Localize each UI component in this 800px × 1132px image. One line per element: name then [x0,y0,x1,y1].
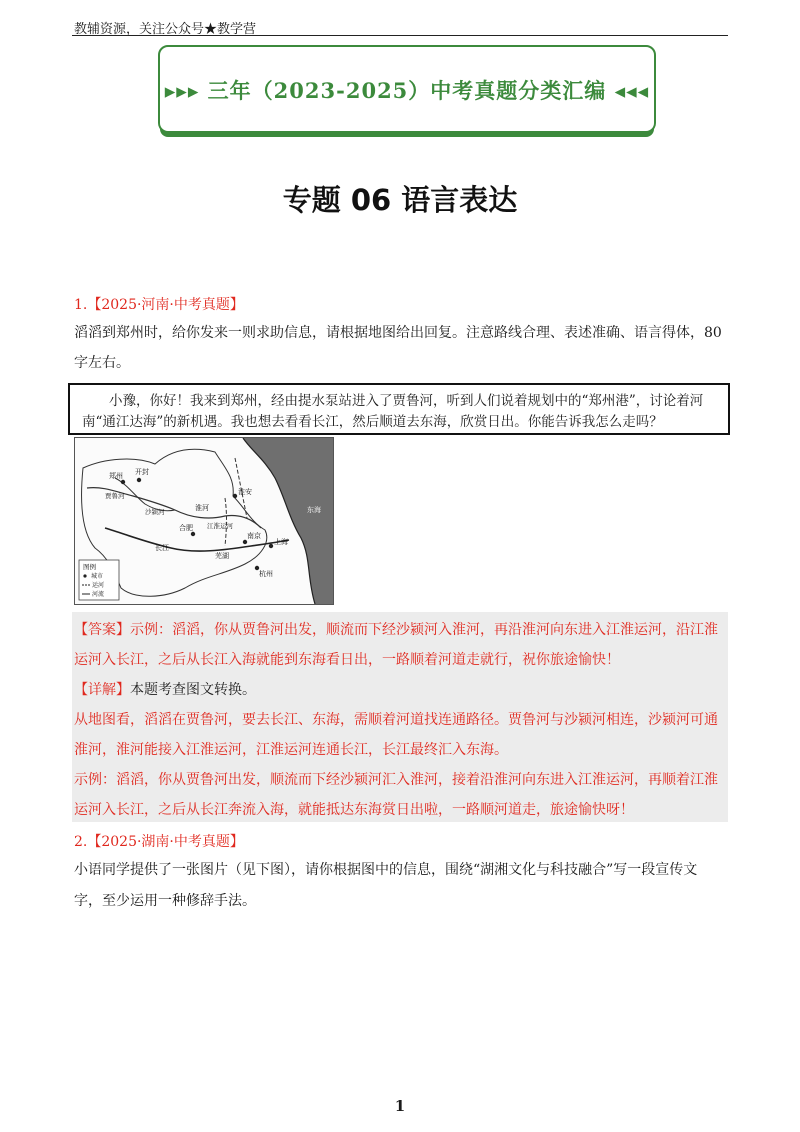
legend-city: 城市 [91,573,104,580]
legend-river: 河流 [92,591,105,598]
map-label-jialu: 贾鲁河 [105,492,125,500]
q2-prompt-line1: 小语同学提供了一张图片（见下图），请你根据图中的信息，围绕“湖湘文化与科技融合”写一段宣传文 [74,862,698,878]
map-label-wuhu: 芜湖 [215,552,229,560]
q1-heading: 1.【2025·河南·中考真题】 [74,297,244,313]
series-banner [158,45,656,133]
q1-answer-line1 [74,619,718,639]
q1-detail-line4: 运河入长江，之后从长江奔流入海，就能抵达东海赏日出啦，一路顺河道走，旅途愉快呀！ [74,802,634,818]
sea-area [243,438,333,604]
q1-detail-line1: 从地图看，滔滔在贾鲁河，要去长江、东海，需顺着河道找连通路径。贾鲁河与沙颍河相连，沙颍河可通 [74,712,718,728]
page-number: 1 [394,1097,406,1115]
header-divider [72,35,728,36]
q1-prompt-line2: 字左右。 [74,355,130,371]
q1-detail-line0 [74,679,256,699]
map-label-hefei: 合肥 [179,524,193,532]
answer-label: 【答案】 [74,622,130,638]
page-title: 专题 06 语言表达 [282,183,518,217]
yangtze-river [105,528,289,551]
map-label-shanghai: 上海 [274,538,288,546]
q1-message-box: 小豫，你好！我来到郑州，经由提水泵站进入了贾鲁河，听到人们说着规划中的“郑州港”，讨论着河南“通江达海”的新机遇。我也想去看看长江，然后顺道去东海，欣赏日出。你能告诉我怎么走吗？ [68,383,730,435]
banner-text: ▸▸▸ 三年（2023-2025）中考真题分类汇编 ◂◂◂ [164,78,650,103]
map-legend [79,560,119,600]
legend-canal: 运河 [92,582,105,589]
route-map [75,438,333,604]
detail-label: 【详解】 [74,682,130,698]
answer-text-1: 示例：滔滔，你从贾鲁河出发，顺流而下经沙颍河入淮河，再沿淮河向东进入江淮运河，沿江淮 [130,622,718,638]
q1-detail-line3: 示例：滔滔，你从贾鲁河出发，顺流而下经沙颍河汇入淮河，接着沿淮河向东进入江淮运河，再顺着江淮 [74,772,718,788]
map-label-donghai: 东海 [307,506,321,514]
q2-prompt-line2: 字，至少运用一种修辞手法。 [74,893,256,909]
q1-detail-line2: 淮河，淮河能接入江淮运河，江淮运河连通长江，长江最终汇入东海。 [74,742,508,758]
map-label-hangzhou: 杭州 [259,570,273,578]
detail-intro: 本题考查图文转换。 [130,682,256,698]
legend-title: 图例 [83,563,96,571]
map-label-changjiang: 长江 [155,544,169,552]
map-label-jianghuai: 江淮运河 [207,522,233,530]
map-label-zhengzhou: 郑州 [109,472,123,480]
header-text: 教辅资源，关注公众号★教学营 [74,22,257,37]
map-label-huaian: 淮安 [238,488,252,496]
q1-map-figure [74,437,334,605]
map-label-shaying: 沙颍河 [145,508,165,516]
map-label-kaifeng: 开封 [135,468,149,476]
q1-prompt-line1: 滔滔到郑州时，给你发来一则求助信息，请根据地图给出回复。注意路线合理、表述准确、语言得体，80 [74,325,722,341]
q2-heading: 2.【2025·湖南·中考真题】 [74,834,244,850]
q1-answer-line2: 运河入长江，之后从长江入海就能到东海看日出，一路顺着河道走就行，祝你旅途愉快！ [74,652,620,668]
map-label-nanjing: 南京 [247,532,261,540]
map-label-huaihe: 淮河 [195,504,209,512]
